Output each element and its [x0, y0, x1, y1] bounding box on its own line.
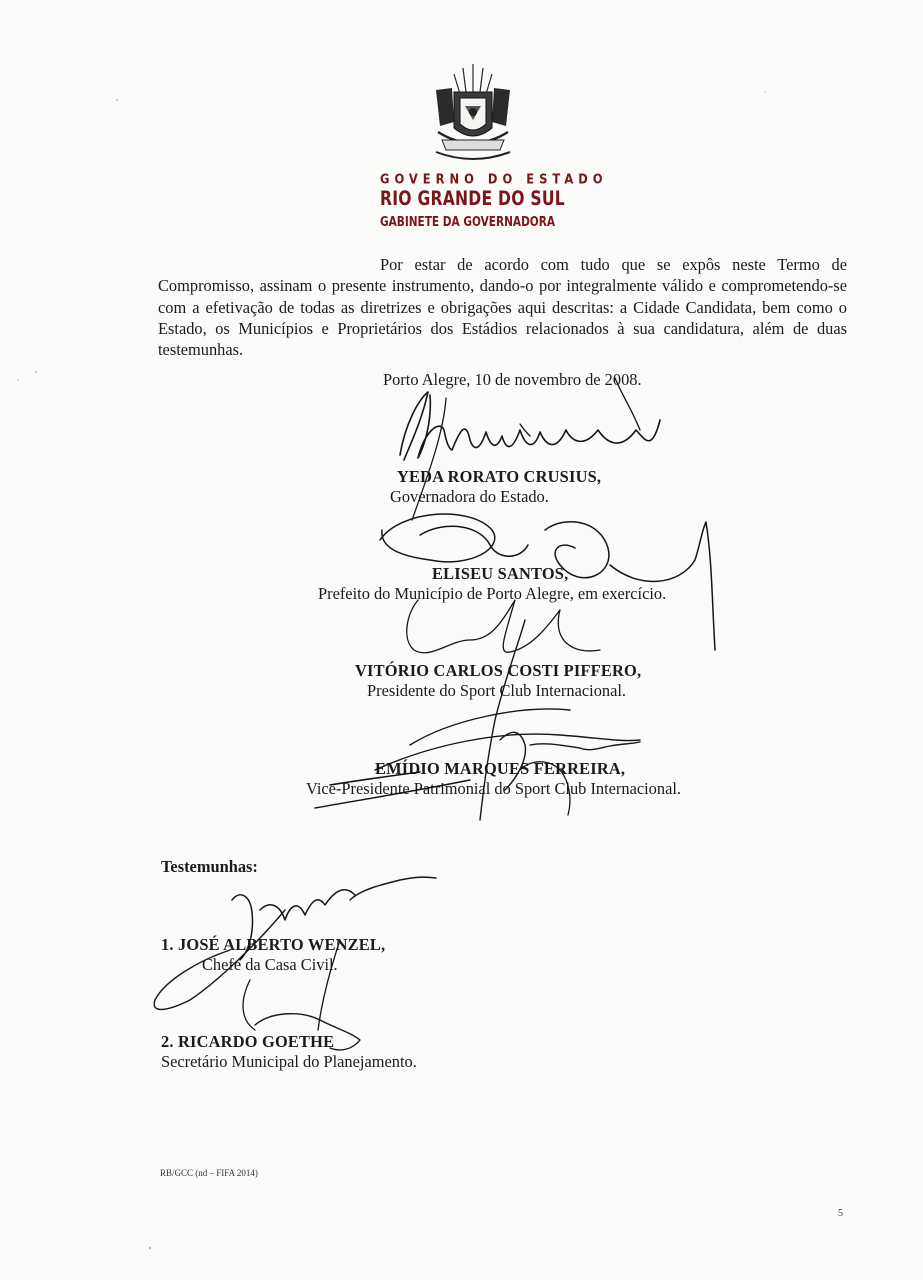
witnesses-heading: Testemunhas:: [161, 857, 258, 876]
signatory-name-club-president: VITÓRIO CARLOS COSTI PIFFERO,: [355, 661, 642, 680]
signatory-role-mayor: Prefeito do Município de Porto Alegre, em exercício.: [318, 584, 667, 603]
signatory-role-club-president: Presidente do Sport Club Internacional.: [367, 681, 627, 700]
witness-role-2: Secretário Municipal do Planejamento.: [161, 1052, 417, 1071]
witness-name-2: 2. RICARDO GOETHE: [161, 1032, 335, 1051]
letterhead-government-line: GOVERNO DO ESTADO: [380, 171, 608, 188]
witness-role-1: Chefe da Casa Civil.: [202, 955, 338, 974]
signatory-role-club-vice-president: Vice-Presidente Patrimonial do Sport Club Internacional.: [306, 779, 681, 798]
place-and-date: Porto Alegre, 10 de novembro de 2008.: [383, 370, 642, 389]
letterhead-office-name: GABINETE DA GOVERNADORA: [380, 214, 556, 230]
witness-name-1: 1. JOSÉ ALBERTO WENZEL,: [161, 935, 386, 954]
signatory-name-mayor: ELISEU SANTOS,: [432, 564, 569, 583]
page-number: 5: [838, 1208, 843, 1219]
state-coat-of-arms-icon: [430, 62, 516, 166]
signatory-name-governor: YEDA RORATO CRUSIUS,: [397, 467, 602, 486]
document-reference: RB/GCC (nd – FIFA 2014): [160, 1168, 258, 1178]
signatory-role-governor: Governadora do Estado.: [390, 487, 549, 506]
letterhead-state-name: RIO GRANDE DO SUL: [380, 187, 565, 211]
signatory-name-club-vice-president: EMÍDIO MARQUES FERREIRA,: [375, 759, 626, 778]
agreement-paragraph: Por estar de acordo com tudo que se expôs neste Termo de Compromisso, assinam o presente instrumento, dando-o por integralmente válido e comprometendo-se com a efetivação de todas as diretrizes e obrigações aqui descritas: a Cidade Candidata, bem como o Estado, os Municípios e Proprietários dos Estádios relacionados à sua candidatura, além de duas testemunhas.: [158, 255, 847, 360]
